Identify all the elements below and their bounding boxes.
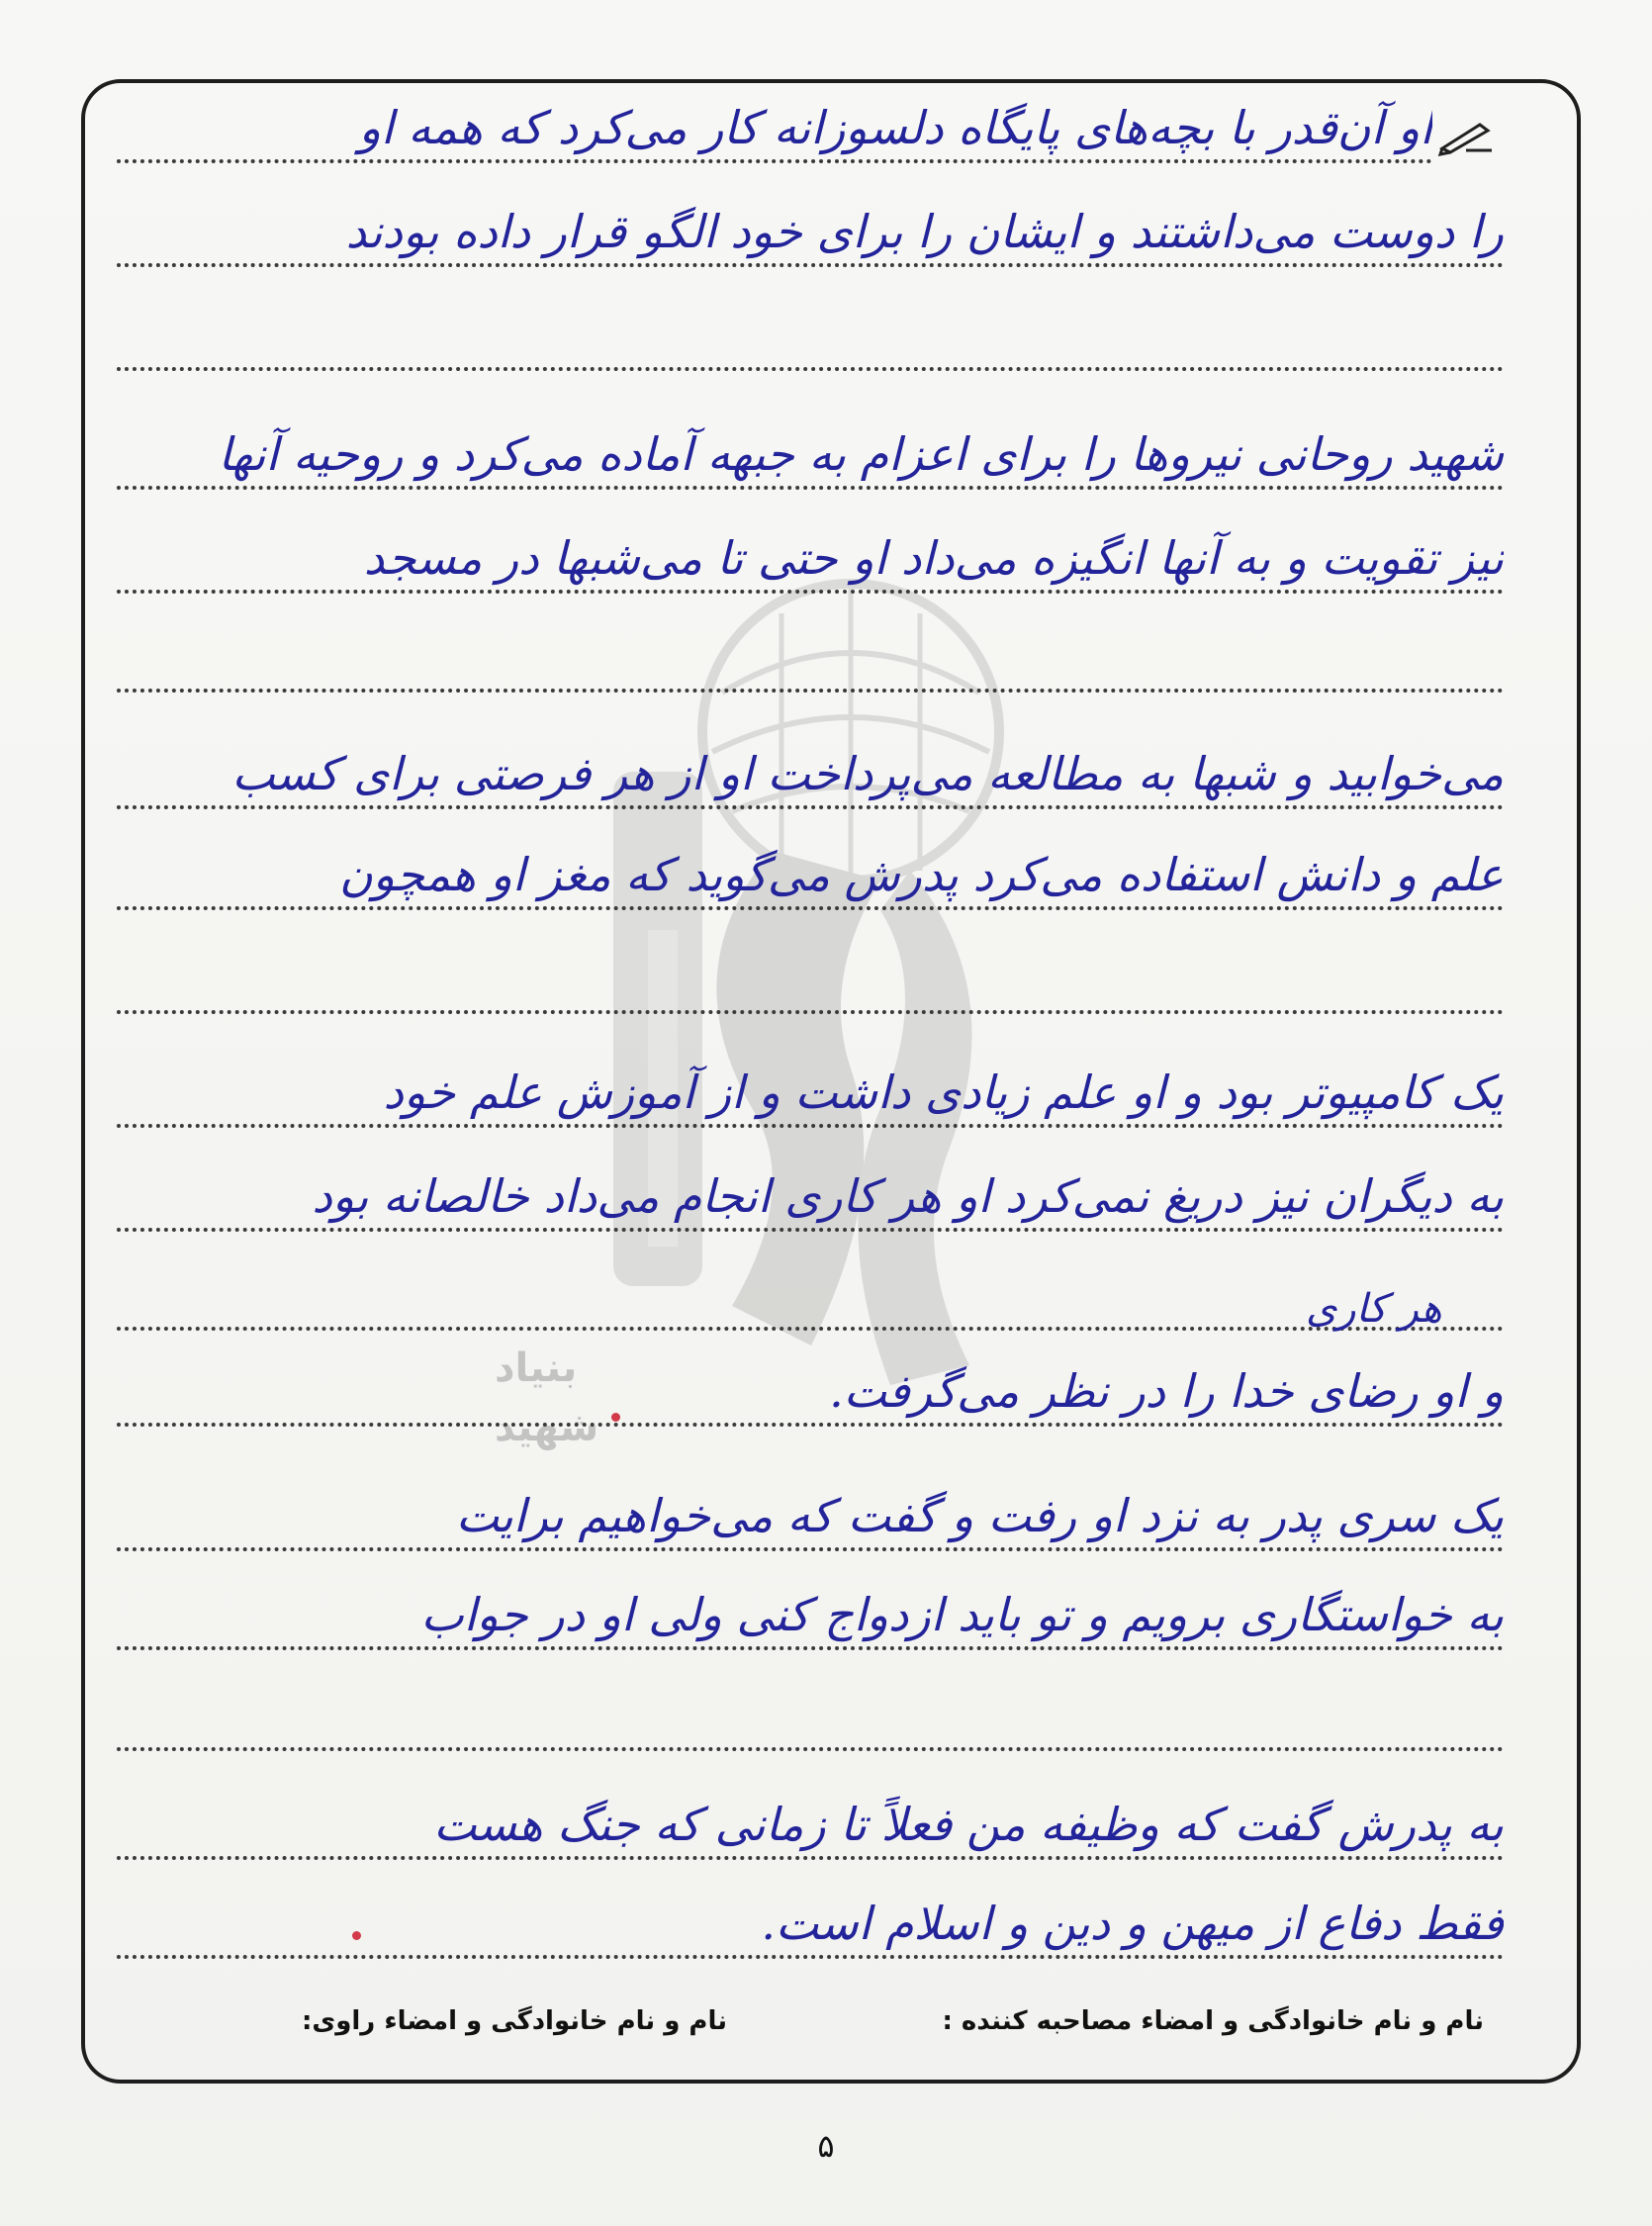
dotted-rule [117, 1955, 1504, 1959]
handwritten-line: نیز تقویت و به آنها انگیزه می‌داد او حتی تا می‌شبها در مسجد [363, 531, 1504, 585]
handwritten-line: و او رضای خدا را در نظر می‌گرفت. [829, 1364, 1504, 1418]
handwritten-line: یک کامپیوتر بود و او علم زیادی داشت و از آموزش علم خود [383, 1066, 1504, 1119]
dotted-rule [117, 263, 1504, 267]
page-number: ۵ [817, 2127, 835, 2165]
watermark-text-1: بنیاد [495, 1345, 578, 1391]
text-line-18 [117, 1890, 1504, 1959]
margin-insertion-note: هر کاری [1306, 1286, 1442, 1332]
text-line-2 [117, 198, 1504, 267]
interviewer-signature-label: نام و نام خانوادگی و امضاء مصاحبه کننده : [942, 2006, 1484, 2036]
text-line-12 [117, 1261, 1504, 1331]
dotted-rule [117, 1327, 1504, 1331]
handwritten-line: را دوست می‌داشتند و ایشان را برای خود الگو قرار داده بودند [345, 205, 1504, 258]
handwritten-line: فقط دفاع از میهن و دین و اسلام است. [761, 1897, 1504, 1950]
dotted-rule [117, 906, 1504, 910]
handwritten-line: یک سری پدر به نزد او رفت و گفت که می‌خواهیم برایت [455, 1489, 1504, 1542]
text-line-3 [117, 302, 1504, 371]
text-line-17 [117, 1791, 1504, 1860]
text-line-5 [117, 524, 1504, 594]
narrator-signature-label: نام و نام خانوادگی و امضاء راوی: [302, 2006, 727, 2036]
text-line-14 [117, 1482, 1504, 1551]
dotted-rule [117, 159, 1432, 163]
text-line-4 [117, 420, 1504, 490]
red-ink-mark [352, 1931, 361, 1940]
text-line-16 [117, 1682, 1504, 1751]
text-line-10 [117, 1059, 1504, 1128]
dotted-rule [117, 1010, 1504, 1014]
text-line-6 [117, 623, 1504, 693]
handwritten-line: شهید روحانی نیروها را برای اعزام به جبهه آماده می‌کرد و روحیه آنها [218, 427, 1504, 481]
handwritten-line: علم و دانش استفاده می‌کرد پدرش می‌گوید که مغز او همچون [338, 848, 1504, 901]
dotted-rule [117, 805, 1504, 809]
dotted-rule [117, 367, 1504, 371]
text-line-1 [117, 94, 1432, 163]
handwritten-line: به خواستگاری برویم و تو باید ازدواج کنی ولی او در جواب [420, 1588, 1504, 1641]
pen-icon [1436, 117, 1496, 156]
text-line-7 [117, 740, 1504, 809]
dotted-rule [117, 1228, 1504, 1232]
dotted-rule [117, 1646, 1504, 1650]
handwritten-line: به دیگران نیز دریغ نمی‌کرد او هر کاری انجام می‌داد خالصانه بود [312, 1169, 1504, 1223]
text-line-15 [117, 1581, 1504, 1650]
text-line-11 [117, 1162, 1504, 1232]
handwritten-line: او آن‌قدر با بچه‌های پایگاه دلسوزانه کار می‌کرد که همه او [358, 101, 1432, 154]
dotted-rule [117, 1423, 1504, 1427]
dotted-rule [117, 1747, 1504, 1751]
text-line-9 [117, 945, 1504, 1014]
handwritten-line: به پدرش گفت که وظیفه من فعلاً تا زمانی که جنگ هست [433, 1798, 1504, 1851]
dotted-rule [117, 1856, 1504, 1860]
dotted-rule [117, 486, 1504, 490]
watermark-text-2: شهید [495, 1405, 599, 1450]
dotted-rule [117, 1124, 1504, 1128]
red-ink-mark [611, 1413, 620, 1422]
handwritten-line: می‌خوابید و شبها به مطالعه می‌پرداخت او از هر فرصتی برای کسب [231, 747, 1504, 800]
dotted-rule [117, 590, 1504, 594]
dotted-rule [117, 1547, 1504, 1551]
text-line-8 [117, 841, 1504, 910]
text-line-13 [117, 1357, 1504, 1427]
dotted-rule [117, 689, 1504, 693]
